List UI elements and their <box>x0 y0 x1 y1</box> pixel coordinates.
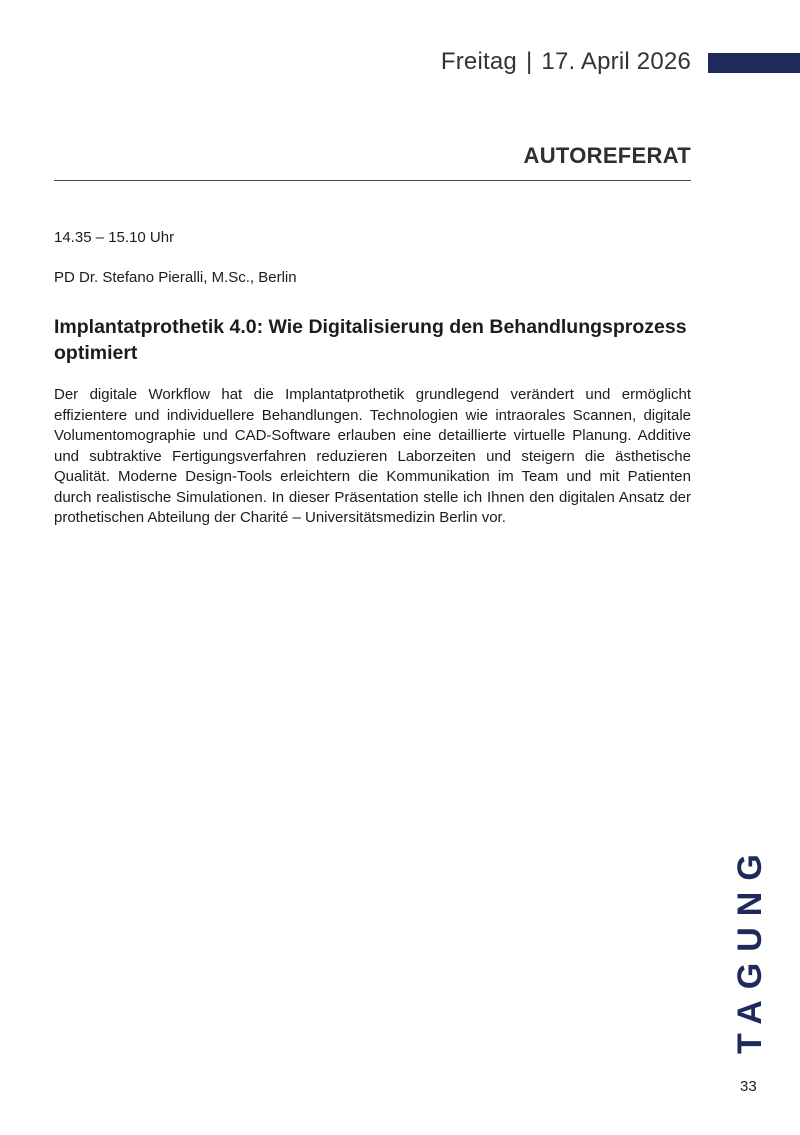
talk-speaker: PD Dr. Stefano Pieralli, M.Sc., Berlin <box>54 269 297 286</box>
header-date-value: 17. April 2026 <box>541 48 691 75</box>
side-label: TAGUNG <box>731 843 769 1054</box>
accent-bar <box>708 53 800 73</box>
section-divider <box>54 180 691 181</box>
section-label: AUTOREFERAT <box>523 143 691 168</box>
talk-time: 14.35 – 15.10 Uhr <box>54 229 175 246</box>
header-separator: | <box>525 48 533 75</box>
talk-title: Implantatprothetik 4.0: Wie Digitalisierung den Behandlungsprozess optimiert <box>54 316 687 364</box>
header-date <box>441 48 691 76</box>
talk-abstract: Der digitale Workflow hat die Implantatprothetik grundlegend verändert und ermöglicht effizientere und individuellere Behandlungen. Technologien wie intraorales Scannen, digitale Volumentomographie und CAD-Software erlauben eine detaillierte virtuelle Planung. Additive und subtraktive Fertigungsverfahren reduzieren Laborzeiten und steigern die ästhetische Qualität. Moderne Design-Tools erleichtern die Kommunikation im Team und mit Patienten durch realistische Simulationen. In dieser Präsentation stelle ich Ihnen den digitalen Ansatz der prothetischen Abteilung der Charité – Universitätsmedizin Berlin vor. <box>54 386 691 526</box>
header-day: Freitag <box>440 48 517 75</box>
page-number: 33 <box>740 1078 757 1095</box>
